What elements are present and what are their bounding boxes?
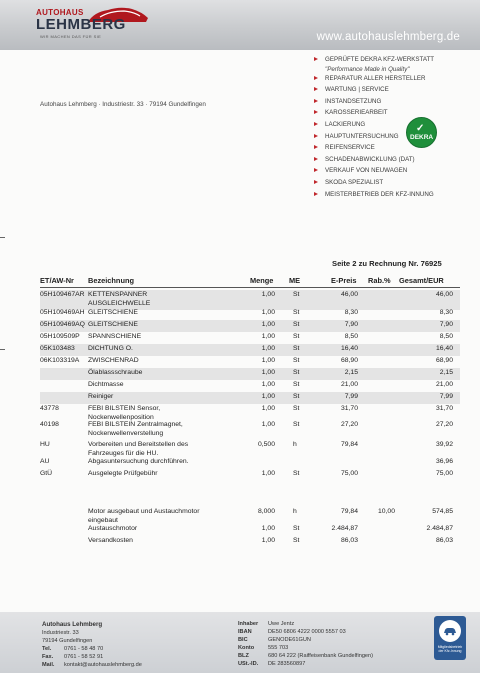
footer-tel: 0761 - 58 48 70: [64, 646, 104, 652]
cell-me: St: [293, 309, 300, 316]
bank-value: DE50 6806 4222 0000 5557 03: [268, 629, 346, 635]
cell-gesamt: 86,03: [435, 537, 453, 544]
bank-value: 680 64 222 (Raiffeisenbank Gundelfingen): [268, 653, 374, 659]
service-item: SCHADENABWICKLUNG (DAT): [313, 156, 473, 168]
service-item: MEISTERBETRIEB DER KFZ-INNUNG: [313, 191, 473, 203]
cell-gesamt: 21,00: [435, 381, 453, 388]
services-list: [313, 56, 473, 202]
invoice-page-number: Seite 2 zu Rechnung Nr. 76925: [332, 259, 442, 268]
table-row: [0, 369, 480, 381]
bezeichnung-line: Fahrzeuges für die HU.: [88, 449, 159, 457]
cell-me: St: [293, 537, 300, 544]
table-row: [0, 525, 480, 537]
cell-gesamt: 7,99: [439, 393, 453, 400]
cell-gesamt: 2,15: [439, 369, 453, 376]
bezeichnung-line: Versandkosten: [88, 537, 133, 544]
header-divider: [40, 287, 460, 288]
cell-epreis: 46,00: [340, 291, 358, 298]
bezeichnung-line: Austauschmotor: [88, 525, 138, 532]
dekra-badge: [406, 117, 437, 148]
cell-gesamt: 8,50: [439, 333, 453, 340]
table-row: [0, 537, 480, 549]
cell-me: St: [293, 393, 300, 400]
cell-epreis: 79,84: [340, 441, 358, 448]
cell-menge: 1,00: [261, 321, 275, 328]
bank-label: BLZ: [238, 653, 249, 659]
col-header-rab: Rab.%: [368, 276, 391, 285]
cell-menge: 1,00: [261, 537, 275, 544]
header-banner: [0, 0, 480, 50]
logo-main-text: LEHMBERG: [36, 16, 126, 33]
cell-me: St: [293, 333, 300, 340]
bank-value: Uwe Jentz: [268, 621, 295, 627]
kfz-innung-seal: [434, 616, 466, 660]
cell-epreis: 8,50: [344, 333, 358, 340]
bezeichnung-line: AUSGLEICHWELLE: [88, 299, 151, 307]
bullet-triangle-icon: [314, 145, 318, 149]
cell-bezeichnung: [88, 321, 138, 330]
cell-me: St: [293, 421, 300, 428]
cell-menge: 1,00: [261, 393, 275, 400]
bezeichnung-line: Nockenwellenposition: [88, 413, 154, 421]
bezeichnung-line: Motor ausgebaut und Austauchmotor: [88, 508, 200, 515]
cell-gesamt: 39,92: [435, 441, 453, 448]
table-row: [0, 393, 480, 405]
cell-bezeichnung: [88, 345, 133, 354]
service-item: GEPRÜFTE DEKRA KFZ-WERKSTATT: [313, 56, 473, 68]
bezeichnung-line: eingebaut: [88, 516, 118, 524]
col-header-bez: Bezeichnung: [88, 276, 134, 285]
bank-label: Inhaber: [238, 621, 259, 627]
company-logo: [36, 8, 146, 44]
cell-bezeichnung: [88, 381, 124, 390]
service-item: INSTANDSETZUNG: [313, 98, 473, 110]
cell-bezeichnung: [88, 291, 150, 308]
service-item: HAUPTUNTERSUCHUNG: [313, 133, 473, 145]
bezeichnung-line: DICHTUNG O.: [88, 345, 133, 352]
bullet-triangle-icon: [314, 180, 318, 184]
footer-fax-label: Fax.: [42, 654, 54, 660]
footer-band: [0, 612, 480, 673]
cell-bezeichnung: [88, 357, 139, 366]
cell-gesamt: 46,00: [435, 291, 453, 298]
cell-bezeichnung: [88, 393, 113, 402]
cell-et-nr: 05H109469AQ: [40, 321, 85, 328]
cell-bezeichnung: [88, 333, 141, 342]
cell-epreis: 31,70: [340, 405, 358, 412]
table-row: [0, 405, 480, 421]
cell-epreis: 2,15: [344, 369, 358, 376]
logo-top-text: AUTOHAUS: [36, 8, 84, 17]
cell-et-nr: 05H109469AH: [40, 309, 85, 316]
cell-bezeichnung: [88, 309, 138, 318]
cell-menge: 1,00: [261, 309, 275, 316]
table-row: [0, 321, 480, 333]
col-header-menge: Menge: [250, 276, 274, 285]
footer-company: Autohaus Lehmberg: [42, 621, 103, 628]
bank-value: GENODE61GUN: [268, 637, 311, 643]
footer-mail-label: Mail.: [42, 662, 55, 668]
service-item: REPARATUR ALLER HERSTELLER: [313, 75, 473, 87]
checkmark-icon: ✓: [416, 123, 425, 134]
cell-gesamt: 36,96: [435, 458, 453, 465]
bezeichnung-line: Vorbereiten und Bereitstellen des: [88, 441, 189, 448]
bank-label: IBAN: [238, 629, 252, 635]
cell-et-nr: 05K103483: [40, 345, 75, 352]
cell-gesamt: 7,90: [439, 321, 453, 328]
cell-bezeichnung: [88, 508, 199, 525]
cell-epreis: 27,20: [340, 421, 358, 428]
bezeichnung-line: GLEITSCHIENE: [88, 321, 138, 328]
cell-et-nr: 40198: [40, 421, 59, 428]
seal-caption: Mitgliedsbetrieb der Kfz-Innung: [437, 645, 463, 653]
cell-gesamt: 27,20: [435, 421, 453, 428]
cell-me: St: [293, 291, 300, 298]
cell-bezeichnung: [88, 525, 137, 534]
cell-gesamt: 2.484,87: [426, 525, 453, 532]
bullet-triangle-icon: [314, 76, 318, 80]
cell-menge: 1,00: [261, 345, 275, 352]
cell-menge: 1,00: [261, 421, 275, 428]
service-item: VERKAUF VON NEUWAGEN: [313, 167, 473, 179]
cell-menge: 1,00: [261, 405, 275, 412]
cell-epreis: 7,90: [344, 321, 358, 328]
footer-fax: 0761 - 58 52 91: [64, 654, 104, 660]
bezeichnung-line: KETTENSPANNER: [88, 291, 148, 298]
cell-gesamt: 574,85: [432, 508, 453, 515]
table-row: [0, 421, 480, 437]
bullet-triangle-icon: [314, 57, 318, 61]
cell-bezeichnung: [88, 458, 189, 467]
cell-bezeichnung: [88, 537, 133, 546]
cell-menge: 1,00: [261, 525, 275, 532]
cell-gesamt: 75,00: [435, 470, 453, 477]
cell-epreis: 79,84: [340, 508, 358, 515]
bezeichnung-line: FEBI BILSTEIN Sensor,: [88, 405, 161, 412]
cell-me: St: [293, 470, 300, 477]
bank-value: 555 703: [268, 645, 289, 651]
bezeichnung-line: Dichtmasse: [88, 381, 124, 388]
cell-menge: 1,00: [261, 470, 275, 477]
cell-epreis: 75,00: [340, 470, 358, 477]
cell-rabatt: 10,00: [377, 508, 395, 515]
seal-emblem: [439, 620, 461, 642]
cell-me: St: [293, 405, 300, 412]
cell-et-nr: 05H109509P: [40, 333, 80, 340]
cell-me: St: [293, 357, 300, 364]
cell-epreis: 7,99: [344, 393, 358, 400]
bullet-triangle-icon: [314, 99, 318, 103]
cell-et-nr: 43778: [40, 405, 59, 412]
logo-tagline: WIR MACHEN DAS FÜR SIE: [40, 34, 102, 39]
table-row: [0, 291, 480, 307]
cell-et-nr: 06K103319A: [40, 357, 80, 364]
bezeichnung-line: Ölablassschraube: [88, 369, 143, 376]
bezeichnung-line: SPANNSCHIENE: [88, 333, 142, 340]
bullet-triangle-icon: [314, 110, 318, 114]
cell-epreis: 68,90: [340, 357, 358, 364]
cell-me: h: [293, 508, 297, 515]
bezeichnung-line: Abgasuntersuchung durchführen.: [88, 458, 189, 465]
cell-bezeichnung: [88, 421, 183, 438]
bullet-triangle-icon: [314, 168, 318, 172]
table-row: [0, 345, 480, 357]
bank-value: DE 283560897: [268, 661, 306, 667]
footer-tel-label: Tel.: [42, 646, 52, 652]
table-row: [0, 458, 480, 470]
col-header-epreis: E-Preis: [331, 276, 357, 285]
bezeichnung-line: GLEITSCHIENE: [88, 309, 138, 316]
footer-street: Industriestr. 33: [42, 630, 79, 636]
service-item: LACKIERUNG: [313, 121, 473, 133]
col-header-gesamt: Gesamt/EUR: [399, 276, 444, 285]
col-header-et: ET/AW-Nr: [40, 276, 74, 285]
cell-epreis: 21,00: [340, 381, 358, 388]
cell-me: St: [293, 345, 300, 352]
bullet-triangle-icon: [314, 87, 318, 91]
bezeichnung-line: Nockenwellenverstellung: [88, 429, 164, 437]
cell-me: h: [293, 441, 297, 448]
service-item: WARTUNG | SERVICE: [313, 86, 473, 98]
bullet-triangle-icon: [314, 134, 318, 138]
cell-menge: 1,00: [261, 381, 275, 388]
cell-bezeichnung: [88, 369, 142, 378]
cell-me: St: [293, 369, 300, 376]
table-row: [0, 441, 480, 457]
bezeichnung-line: Reiniger: [88, 393, 114, 400]
cell-bezeichnung: [88, 470, 158, 479]
bank-label: Konto: [238, 645, 255, 651]
bank-label: BIC: [238, 637, 248, 643]
bullet-triangle-icon: [314, 157, 318, 161]
cell-epreis: 8,30: [344, 309, 358, 316]
dekra-label: DEKRA: [410, 134, 434, 141]
cell-epreis: 2.484,87: [331, 525, 358, 532]
cell-menge: 1,00: [261, 369, 275, 376]
table-row: [0, 508, 480, 524]
service-item: SKODA SPEZIALIST: [313, 179, 473, 191]
sender-address: Autohaus Lehmberg · Industriestr. 33 · 79194 Gundelfingen: [40, 101, 206, 108]
bullet-triangle-icon: [314, 192, 318, 196]
bezeichnung-line: ZWISCHENRAD: [88, 357, 139, 364]
cell-me: St: [293, 321, 300, 328]
cell-bezeichnung: [88, 441, 188, 458]
cell-gesamt: 31,70: [435, 405, 453, 412]
cell-et-nr: AU: [40, 458, 50, 465]
cell-me: St: [293, 381, 300, 388]
services-slogan: "Performance Made in Quality": [325, 65, 410, 73]
service-item: REIFENSERVICE: [313, 144, 473, 156]
car-icon: [443, 626, 457, 636]
cell-menge: 0,500: [257, 441, 275, 448]
bullet-triangle-icon: [314, 122, 318, 126]
footer-city: 79194 Gundelfingen: [42, 638, 93, 644]
service-item: KAROSSERIEARBEIT: [313, 109, 473, 121]
cell-epreis: 86,03: [340, 537, 358, 544]
cell-gesamt: 16,40: [435, 345, 453, 352]
bank-label: USt.-ID.: [238, 661, 259, 667]
cell-menge: 1,00: [261, 357, 275, 364]
website-url[interactable]: www.autohauslehmberg.de: [316, 31, 460, 43]
cell-bezeichnung: [88, 405, 160, 422]
fold-mark: [0, 237, 5, 238]
cell-menge: 8,000: [257, 508, 275, 515]
footer-mail[interactable]: kontakt@autohauslehmberg.de: [64, 662, 142, 668]
cell-menge: 1,00: [261, 291, 275, 298]
cell-et-nr: HU: [40, 441, 50, 448]
bezeichnung-line: FEBI BILSTEIN Zentralmagnet,: [88, 421, 183, 428]
cell-gesamt: 8,30: [439, 309, 453, 316]
table-row: [0, 470, 480, 482]
cell-gesamt: 68,90: [435, 357, 453, 364]
cell-et-nr: GtÜ: [40, 470, 53, 477]
cell-et-nr: 05H109467AR: [40, 291, 85, 298]
cell-me: St: [293, 525, 300, 532]
cell-epreis: 16,40: [340, 345, 358, 352]
col-header-me: ME: [289, 276, 301, 285]
cell-menge: 1,00: [261, 333, 275, 340]
bezeichnung-line: Ausgelegte Prüfgebühr: [88, 470, 158, 477]
